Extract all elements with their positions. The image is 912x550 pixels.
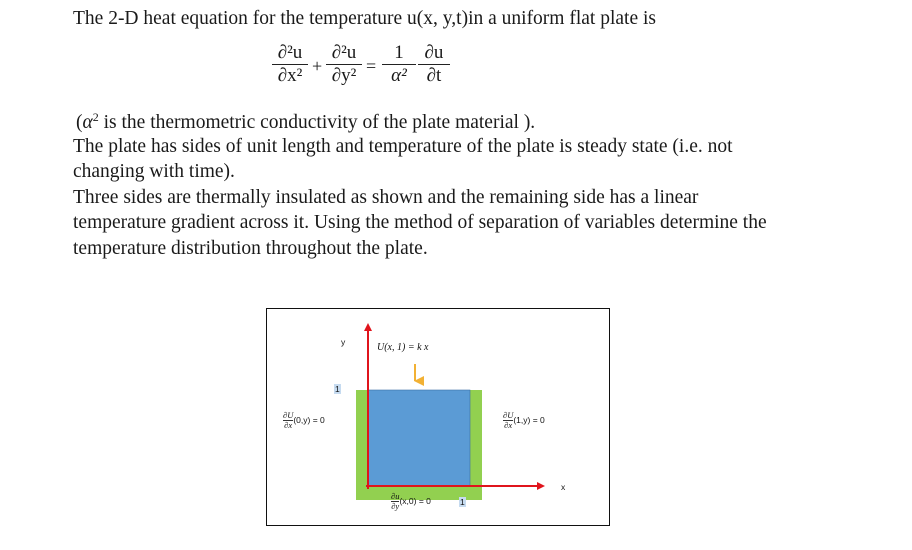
term-d2u-dx2: $\frac{\text{∂²u}}{\text{∂x²}}$ [272, 42, 308, 87]
right-boundary-condition: $\frac{\partial U}{\partial x}$ (1,y) = 0 [503, 410, 545, 430]
x-one-label: 1 [460, 497, 465, 507]
alpha-note: ($\alpha^2$ is the thermometric conductivity of the plate material ). [76, 110, 536, 133]
plate-description-cont: changing with time). [73, 161, 235, 182]
y-one-label: 1 [335, 384, 340, 394]
x-axis-label: x [561, 482, 566, 492]
term-du-dt: $\frac{\partial u}{\partial t}$ [418, 42, 450, 87]
term-d2u-dy2: $\frac{\text{∂²u}}{\text{∂y²}}$ [326, 42, 362, 87]
equals-sign: = [366, 56, 377, 76]
y-axis-label: y [341, 337, 346, 347]
left-boundary-condition: $\frac{\partial U}{\partial x}$ (0,y) = 0 [283, 410, 325, 430]
top-boundary-condition: U(x, 1) = k x [377, 342, 429, 353]
plate-description: The plate has sides of unit length and temperature of the plate is steady state (i.e. not [73, 136, 733, 157]
boundary-description-cont: temperature gradient across it. Using the method of separation of variables determine the [73, 212, 767, 233]
task-line: temperature distribution throughout the plate. [73, 238, 428, 259]
plus-sign: + [312, 56, 323, 76]
term-one-over-alpha2: $\frac{1}{\text{α²}}$ [382, 42, 416, 87]
intro-line: The 2-D heat equation for the temperature u(x, y,t)in a uniform flat plate is [73, 8, 656, 29]
heat-equation [272, 42, 462, 104]
plate-diagram [266, 308, 610, 526]
plate [368, 390, 470, 486]
boundary-description: Three sides are thermally insulated as shown and the remaining side has a linear [73, 187, 699, 208]
bottom-boundary-condition: $\frac{\partial u}{\partial y}$ (x,0) = 0 [391, 491, 431, 511]
